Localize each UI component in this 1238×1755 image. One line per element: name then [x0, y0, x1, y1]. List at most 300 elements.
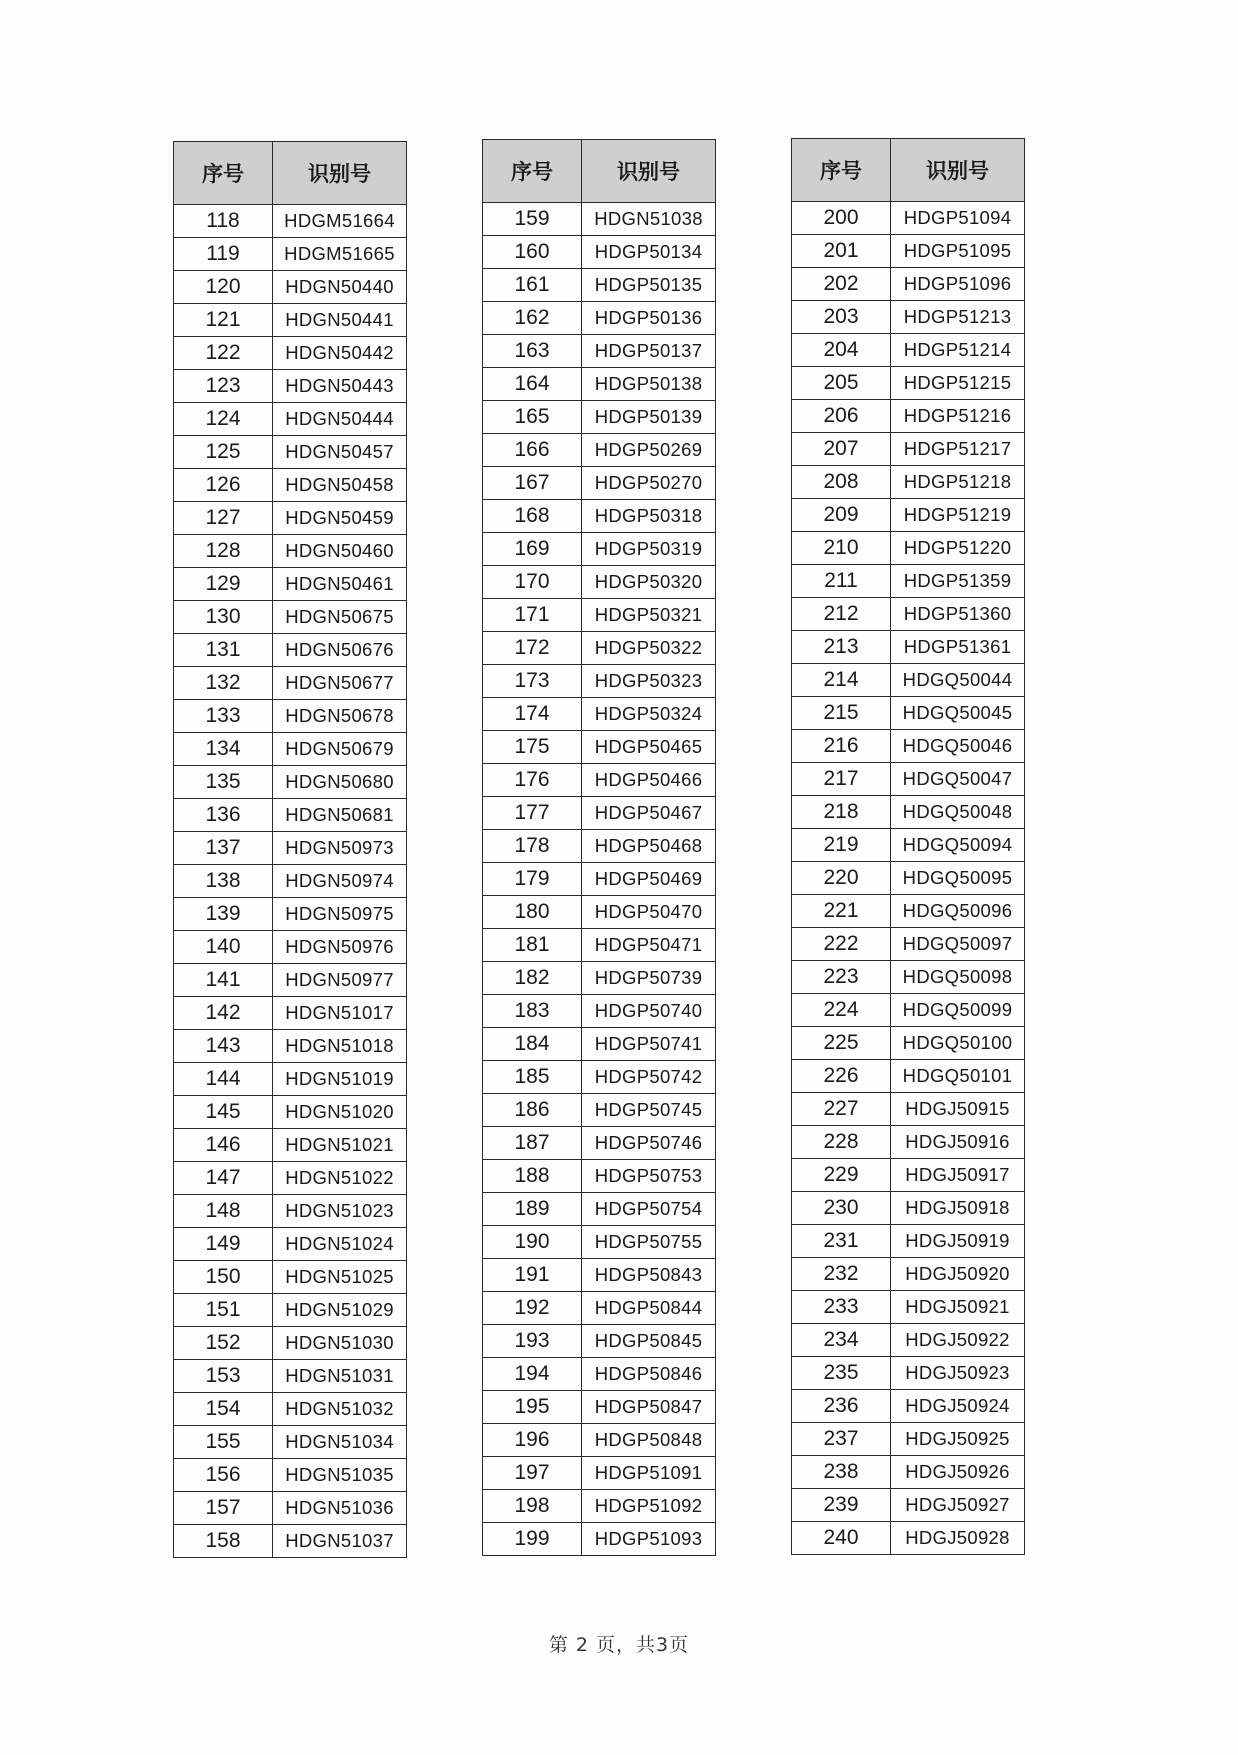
code-cell: HDGP51214 — [891, 334, 1025, 367]
code-cell: HDGP50137 — [582, 335, 716, 368]
code-cell: HDGJ50924 — [891, 1390, 1025, 1423]
table-row — [792, 1390, 1025, 1423]
code-cell: HDGN50461 — [273, 568, 407, 601]
code-cell: HDGN51017 — [273, 997, 407, 1030]
seq-cell: 226 — [792, 1060, 891, 1093]
code-cell: HDGP50844 — [582, 1292, 716, 1325]
seq-cell: 207 — [792, 433, 891, 466]
code-cell: HDGP50469 — [582, 863, 716, 896]
seq-cell: 119 — [174, 238, 273, 271]
code-cell: HDGP50139 — [582, 401, 716, 434]
code-cell: HDGN51032 — [273, 1393, 407, 1426]
table-row — [792, 1258, 1025, 1291]
table-row — [792, 796, 1025, 829]
seq-cell: 189 — [483, 1193, 582, 1226]
seq-cell: 157 — [174, 1492, 273, 1525]
seq-cell: 224 — [792, 994, 891, 1027]
seq-cell: 220 — [792, 862, 891, 895]
seq-cell: 164 — [483, 368, 582, 401]
table-row — [174, 865, 407, 898]
table-header-row — [483, 140, 716, 203]
code-cell: HDGN51031 — [273, 1360, 407, 1393]
code-cell: HDGP50269 — [582, 434, 716, 467]
table-row — [483, 1226, 716, 1259]
seq-cell: 122 — [174, 337, 273, 370]
table-row — [483, 1391, 716, 1424]
seq-cell: 138 — [174, 865, 273, 898]
table-row — [174, 1195, 407, 1228]
code-cell: HDGJ50928 — [891, 1522, 1025, 1555]
table-row — [174, 1459, 407, 1492]
code-cell: HDGQ50096 — [891, 895, 1025, 928]
table-row — [483, 632, 716, 665]
code-cell: HDGP50138 — [582, 368, 716, 401]
table-row — [483, 1424, 716, 1457]
code-cell: HDGP51216 — [891, 400, 1025, 433]
table-row — [174, 205, 407, 238]
table-row — [483, 467, 716, 500]
header-code: 识别号 — [891, 139, 1025, 202]
seq-cell: 209 — [792, 499, 891, 532]
seq-cell: 174 — [483, 698, 582, 731]
table-row — [792, 895, 1025, 928]
code-cell: HDGP50321 — [582, 599, 716, 632]
table-row — [792, 1093, 1025, 1126]
seq-cell: 181 — [483, 929, 582, 962]
code-cell: HDGP50320 — [582, 566, 716, 599]
seq-cell: 227 — [792, 1093, 891, 1126]
seq-cell: 140 — [174, 931, 273, 964]
seq-cell: 133 — [174, 700, 273, 733]
table-row — [174, 568, 407, 601]
seq-cell: 130 — [174, 601, 273, 634]
seq-cell: 236 — [792, 1390, 891, 1423]
table-row — [174, 997, 407, 1030]
seq-cell: 233 — [792, 1291, 891, 1324]
seq-cell: 211 — [792, 565, 891, 598]
seq-cell: 218 — [792, 796, 891, 829]
code-cell: HDGN50975 — [273, 898, 407, 931]
table-row — [483, 797, 716, 830]
seq-cell: 210 — [792, 532, 891, 565]
table-row — [792, 1225, 1025, 1258]
code-cell: HDGQ50047 — [891, 763, 1025, 796]
code-cell: HDGN51038 — [582, 203, 716, 236]
header-code: 识别号 — [582, 140, 716, 203]
header-seq: 序号 — [792, 139, 891, 202]
code-cell: HDGN50460 — [273, 535, 407, 568]
table-row — [792, 202, 1025, 235]
table-row — [792, 1060, 1025, 1093]
code-cell: HDGQ50048 — [891, 796, 1025, 829]
table-row — [792, 334, 1025, 367]
table-row — [483, 1160, 716, 1193]
code-cell: HDGP51219 — [891, 499, 1025, 532]
table-row — [483, 401, 716, 434]
table-row — [483, 566, 716, 599]
code-cell: HDGP50742 — [582, 1061, 716, 1094]
code-cell: HDGP51215 — [891, 367, 1025, 400]
id-table-3 — [791, 138, 1025, 1555]
table-row — [792, 1027, 1025, 1060]
table-row — [483, 500, 716, 533]
table-row — [483, 335, 716, 368]
seq-cell: 139 — [174, 898, 273, 931]
table-row — [174, 799, 407, 832]
table-row — [792, 532, 1025, 565]
code-cell: HDGN51023 — [273, 1195, 407, 1228]
code-cell: HDGN50675 — [273, 601, 407, 634]
table-row — [483, 368, 716, 401]
table-row — [174, 1327, 407, 1360]
seq-cell: 137 — [174, 832, 273, 865]
seq-cell: 238 — [792, 1456, 891, 1489]
table-row — [792, 862, 1025, 895]
code-cell: HDGP51096 — [891, 268, 1025, 301]
table-row — [792, 598, 1025, 631]
code-cell: HDGQ50097 — [891, 928, 1025, 961]
seq-cell: 184 — [483, 1028, 582, 1061]
seq-cell: 196 — [483, 1424, 582, 1457]
seq-cell: 204 — [792, 334, 891, 367]
code-cell: HDGP50845 — [582, 1325, 716, 1358]
seq-cell: 240 — [792, 1522, 891, 1555]
seq-cell: 187 — [483, 1127, 582, 1160]
table-row — [792, 730, 1025, 763]
seq-cell: 151 — [174, 1294, 273, 1327]
seq-cell: 201 — [792, 235, 891, 268]
code-cell: HDGN50678 — [273, 700, 407, 733]
table-row — [483, 1490, 716, 1523]
code-cell: HDGP50848 — [582, 1424, 716, 1457]
code-cell: HDGN51034 — [273, 1426, 407, 1459]
code-cell: HDGN50679 — [273, 733, 407, 766]
code-cell: HDGP51361 — [891, 631, 1025, 664]
seq-cell: 215 — [792, 697, 891, 730]
seq-cell: 165 — [483, 401, 582, 434]
seq-cell: 145 — [174, 1096, 273, 1129]
code-cell: HDGJ50921 — [891, 1291, 1025, 1324]
table-row — [174, 436, 407, 469]
seq-cell: 160 — [483, 236, 582, 269]
seq-cell: 126 — [174, 469, 273, 502]
code-cell: HDGQ50044 — [891, 664, 1025, 697]
table-row — [483, 962, 716, 995]
table-row — [174, 766, 407, 799]
table-row — [483, 1457, 716, 1490]
header-code: 识别号 — [273, 142, 407, 205]
table-row — [483, 929, 716, 962]
seq-cell: 175 — [483, 731, 582, 764]
code-cell: HDGN50976 — [273, 931, 407, 964]
code-cell: HDGP50465 — [582, 731, 716, 764]
seq-cell: 127 — [174, 502, 273, 535]
table-row — [483, 995, 716, 1028]
table-row — [174, 403, 407, 436]
code-cell: HDGP50741 — [582, 1028, 716, 1061]
seq-cell: 225 — [792, 1027, 891, 1060]
code-cell: HDGP51093 — [582, 1523, 716, 1556]
seq-cell: 229 — [792, 1159, 891, 1192]
table-row — [792, 1126, 1025, 1159]
seq-cell: 182 — [483, 962, 582, 995]
seq-cell: 188 — [483, 1160, 582, 1193]
seq-cell: 168 — [483, 500, 582, 533]
seq-cell: 202 — [792, 268, 891, 301]
table-row — [792, 961, 1025, 994]
table-row — [483, 1292, 716, 1325]
seq-cell: 222 — [792, 928, 891, 961]
seq-cell: 203 — [792, 301, 891, 334]
table-row — [483, 665, 716, 698]
table-row — [483, 863, 716, 896]
seq-cell: 144 — [174, 1063, 273, 1096]
code-cell: HDGP50471 — [582, 929, 716, 962]
code-cell: HDGQ50095 — [891, 862, 1025, 895]
seq-cell: 178 — [483, 830, 582, 863]
code-cell: HDGN50443 — [273, 370, 407, 403]
table-row — [792, 829, 1025, 862]
table-row — [483, 1127, 716, 1160]
code-cell: HDGN51019 — [273, 1063, 407, 1096]
seq-cell: 150 — [174, 1261, 273, 1294]
seq-cell: 234 — [792, 1324, 891, 1357]
table-row — [792, 1357, 1025, 1390]
seq-cell: 136 — [174, 799, 273, 832]
seq-cell: 155 — [174, 1426, 273, 1459]
table-row — [174, 1492, 407, 1525]
table-row — [792, 367, 1025, 400]
table-row — [174, 931, 407, 964]
code-cell: HDGP50468 — [582, 830, 716, 863]
seq-cell: 206 — [792, 400, 891, 433]
table-header-row — [792, 139, 1025, 202]
table-row — [174, 337, 407, 370]
table-row — [174, 1030, 407, 1063]
seq-cell: 183 — [483, 995, 582, 1028]
table-row — [174, 1294, 407, 1327]
table-row — [483, 1028, 716, 1061]
code-cell: HDGJ50915 — [891, 1093, 1025, 1126]
seq-cell: 173 — [483, 665, 582, 698]
table-row — [174, 898, 407, 931]
seq-cell: 169 — [483, 533, 582, 566]
code-cell: HDGP51092 — [582, 1490, 716, 1523]
code-cell: HDGQ50098 — [891, 961, 1025, 994]
table-row — [174, 271, 407, 304]
seq-cell: 162 — [483, 302, 582, 335]
table-row — [792, 400, 1025, 433]
seq-cell: 121 — [174, 304, 273, 337]
seq-cell: 154 — [174, 1393, 273, 1426]
table-row — [792, 1291, 1025, 1324]
table-row — [174, 535, 407, 568]
seq-cell: 231 — [792, 1225, 891, 1258]
table-header-row — [174, 142, 407, 205]
seq-cell: 129 — [174, 568, 273, 601]
seq-cell: 128 — [174, 535, 273, 568]
seq-cell: 176 — [483, 764, 582, 797]
code-cell: HDGN51030 — [273, 1327, 407, 1360]
code-cell: HDGP50755 — [582, 1226, 716, 1259]
code-cell: HDGP50323 — [582, 665, 716, 698]
table-row — [792, 301, 1025, 334]
seq-cell: 223 — [792, 961, 891, 994]
table-row — [483, 269, 716, 302]
code-cell: HDGQ50045 — [891, 697, 1025, 730]
seq-cell: 195 — [483, 1391, 582, 1424]
table-row — [792, 235, 1025, 268]
seq-cell: 217 — [792, 763, 891, 796]
code-cell: HDGJ50925 — [891, 1423, 1025, 1456]
code-cell: HDGJ50918 — [891, 1192, 1025, 1225]
table-row — [174, 1228, 407, 1261]
seq-cell: 177 — [483, 797, 582, 830]
table-row — [483, 599, 716, 632]
seq-cell: 194 — [483, 1358, 582, 1391]
code-cell: HDGJ50922 — [891, 1324, 1025, 1357]
table-row — [792, 697, 1025, 730]
code-cell: HDGJ50926 — [891, 1456, 1025, 1489]
code-cell: HDGM51665 — [273, 238, 407, 271]
seq-cell: 149 — [174, 1228, 273, 1261]
seq-cell: 208 — [792, 466, 891, 499]
code-cell: HDGP51091 — [582, 1457, 716, 1490]
table-row — [174, 1525, 407, 1558]
seq-cell: 120 — [174, 271, 273, 304]
seq-cell: 156 — [174, 1459, 273, 1492]
code-cell: HDGP50739 — [582, 962, 716, 995]
seq-cell: 228 — [792, 1126, 891, 1159]
table-body — [174, 205, 407, 1558]
table-row — [174, 832, 407, 865]
table-row — [174, 1063, 407, 1096]
table-row — [174, 1129, 407, 1162]
seq-cell: 171 — [483, 599, 582, 632]
table-row — [792, 433, 1025, 466]
seq-cell: 132 — [174, 667, 273, 700]
code-cell: HDGP50135 — [582, 269, 716, 302]
code-cell: HDGN50457 — [273, 436, 407, 469]
code-cell: HDGN50440 — [273, 271, 407, 304]
code-cell: HDGP50134 — [582, 236, 716, 269]
table-row — [792, 928, 1025, 961]
table-row — [483, 731, 716, 764]
code-cell: HDGP50745 — [582, 1094, 716, 1127]
seq-cell: 179 — [483, 863, 582, 896]
seq-cell: 163 — [483, 335, 582, 368]
code-cell: HDGN51035 — [273, 1459, 407, 1492]
seq-cell: 186 — [483, 1094, 582, 1127]
seq-cell: 230 — [792, 1192, 891, 1225]
table-row — [792, 1489, 1025, 1522]
seq-cell: 146 — [174, 1129, 273, 1162]
table-row — [792, 499, 1025, 532]
table-row — [174, 502, 407, 535]
seq-cell: 161 — [483, 269, 582, 302]
code-cell: HDGN51024 — [273, 1228, 407, 1261]
table-row — [174, 601, 407, 634]
code-cell: HDGP51217 — [891, 433, 1025, 466]
code-cell: HDGP50754 — [582, 1193, 716, 1226]
header-seq: 序号 — [483, 140, 582, 203]
table-row — [483, 203, 716, 236]
code-cell: HDGP51220 — [891, 532, 1025, 565]
code-cell: HDGP50324 — [582, 698, 716, 731]
table-row — [174, 1426, 407, 1459]
table-row — [174, 469, 407, 502]
code-cell: HDGN51037 — [273, 1525, 407, 1558]
code-cell: HDGJ50920 — [891, 1258, 1025, 1291]
seq-cell: 142 — [174, 997, 273, 1030]
table-row — [792, 994, 1025, 1027]
code-cell: HDGP50746 — [582, 1127, 716, 1160]
code-cell: HDGJ50916 — [891, 1126, 1025, 1159]
table-row — [174, 238, 407, 271]
table-row — [174, 733, 407, 766]
table-row — [483, 434, 716, 467]
seq-cell: 212 — [792, 598, 891, 631]
code-cell: HDGP50318 — [582, 500, 716, 533]
seq-cell: 214 — [792, 664, 891, 697]
code-cell: HDGP50753 — [582, 1160, 716, 1193]
seq-cell: 170 — [483, 566, 582, 599]
code-cell: HDGN50973 — [273, 832, 407, 865]
table-row — [792, 631, 1025, 664]
table-row — [174, 1162, 407, 1195]
code-cell: HDGN51025 — [273, 1261, 407, 1294]
table-body — [792, 202, 1025, 1555]
table-row — [483, 533, 716, 566]
table-row — [483, 1358, 716, 1391]
code-cell: HDGN51029 — [273, 1294, 407, 1327]
code-cell: HDGJ50917 — [891, 1159, 1025, 1192]
table-row — [483, 764, 716, 797]
code-cell: HDGP50467 — [582, 797, 716, 830]
code-cell: HDGP50466 — [582, 764, 716, 797]
code-cell: HDGQ50094 — [891, 829, 1025, 862]
table-row — [483, 1193, 716, 1226]
table-row — [792, 763, 1025, 796]
code-cell: HDGP51360 — [891, 598, 1025, 631]
table-row — [792, 1423, 1025, 1456]
code-cell: HDGP50319 — [582, 533, 716, 566]
code-cell: HDGN50974 — [273, 865, 407, 898]
code-cell: HDGP50847 — [582, 1391, 716, 1424]
seq-cell: 216 — [792, 730, 891, 763]
seq-cell: 199 — [483, 1523, 582, 1556]
seq-cell: 219 — [792, 829, 891, 862]
code-cell: HDGN50676 — [273, 634, 407, 667]
seq-cell: 148 — [174, 1195, 273, 1228]
page-number-footer: 第 2 页，共3页 — [548, 1634, 690, 1656]
table-row — [483, 1259, 716, 1292]
code-cell: HDGP51359 — [891, 565, 1025, 598]
table-row — [792, 1456, 1025, 1489]
seq-cell: 135 — [174, 766, 273, 799]
code-cell: HDGJ50919 — [891, 1225, 1025, 1258]
table-row — [792, 268, 1025, 301]
seq-cell: 190 — [483, 1226, 582, 1259]
table-body — [483, 203, 716, 1556]
code-cell: HDGJ50927 — [891, 1489, 1025, 1522]
code-cell: HDGM51664 — [273, 205, 407, 238]
code-cell: HDGN50458 — [273, 469, 407, 502]
seq-cell: 147 — [174, 1162, 273, 1195]
code-cell: HDGN50677 — [273, 667, 407, 700]
seq-cell: 141 — [174, 964, 273, 997]
seq-cell: 152 — [174, 1327, 273, 1360]
